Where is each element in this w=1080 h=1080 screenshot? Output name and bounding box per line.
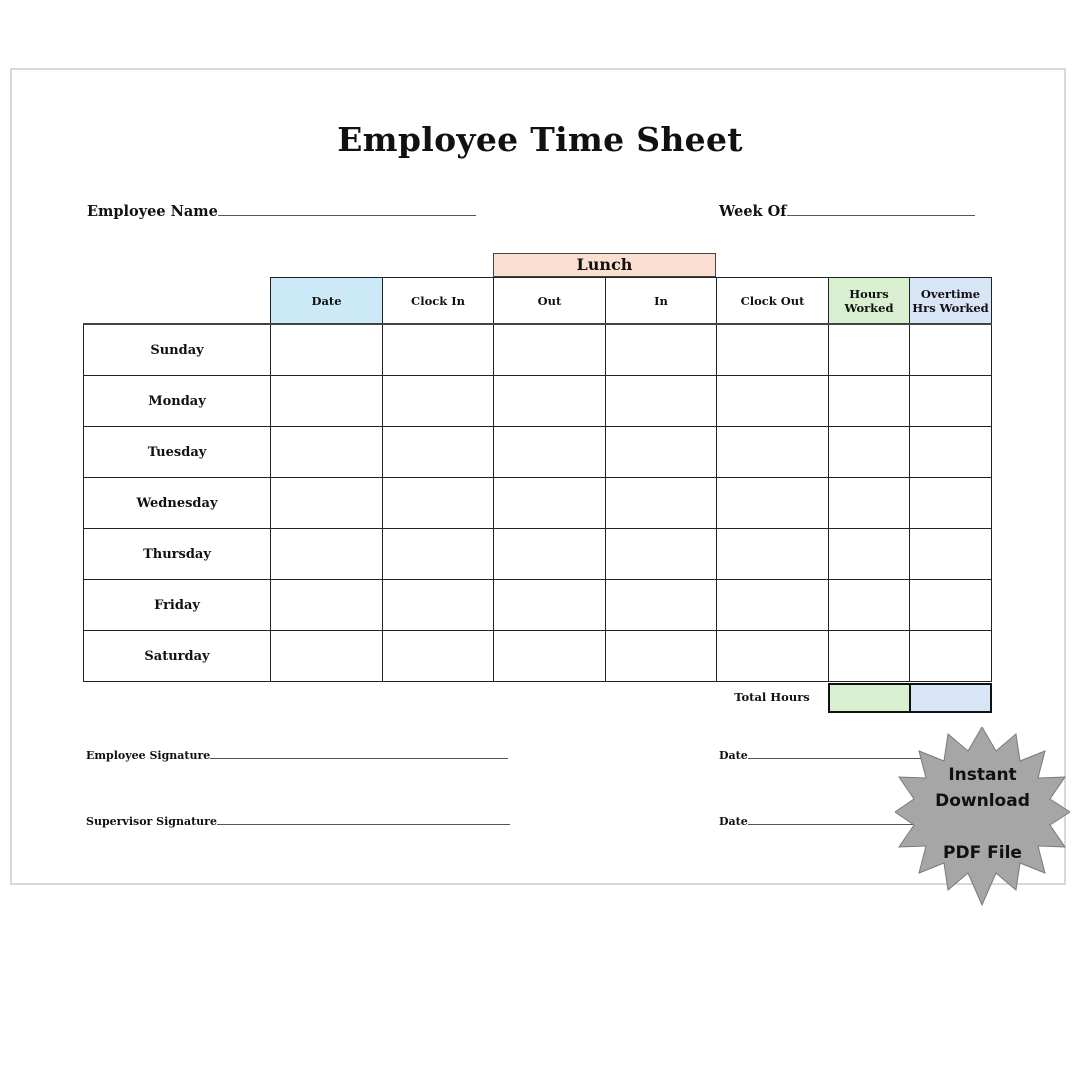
cell-lunch-in[interactable] bbox=[606, 478, 717, 529]
cell-overtime[interactable] bbox=[910, 427, 992, 478]
cell-clock-in[interactable] bbox=[383, 376, 494, 427]
column-header-clock-in: Clock In bbox=[383, 278, 494, 325]
cell-hours-worked[interactable] bbox=[829, 376, 910, 427]
table-row bbox=[84, 427, 992, 478]
lunch-group-header: Lunch bbox=[493, 253, 716, 277]
cell-hours-worked[interactable] bbox=[829, 324, 910, 376]
cell-date[interactable] bbox=[271, 324, 383, 376]
cell-lunch-in[interactable] bbox=[606, 427, 717, 478]
cell-lunch-out[interactable] bbox=[494, 427, 606, 478]
cell-lunch-out[interactable] bbox=[494, 324, 606, 376]
corner-cell bbox=[84, 278, 271, 325]
week-of-field[interactable] bbox=[719, 203, 975, 220]
cell-hours-worked[interactable] bbox=[829, 580, 910, 631]
cell-overtime[interactable] bbox=[910, 580, 992, 631]
cell-clock-in[interactable] bbox=[383, 529, 494, 580]
cell-lunch-out[interactable] bbox=[494, 529, 606, 580]
cell-date[interactable] bbox=[271, 427, 383, 478]
employee-name-field[interactable] bbox=[87, 203, 476, 220]
cell-lunch-in[interactable] bbox=[606, 376, 717, 427]
cell-date[interactable] bbox=[271, 478, 383, 529]
cell-clock-out[interactable] bbox=[717, 529, 829, 580]
cell-clock-in[interactable] bbox=[383, 631, 494, 682]
day-label: Thursday bbox=[84, 529, 271, 580]
employee-signature-field[interactable] bbox=[86, 748, 508, 762]
cell-overtime[interactable] bbox=[910, 478, 992, 529]
employee-name-label: Employee Name bbox=[87, 203, 218, 220]
employee-name-line[interactable] bbox=[218, 203, 476, 216]
header-line: Worked bbox=[844, 300, 894, 315]
cell-clock-out[interactable] bbox=[717, 427, 829, 478]
cell-lunch-out[interactable] bbox=[494, 631, 606, 682]
total-hours-worked-cell[interactable] bbox=[828, 683, 911, 713]
table-row bbox=[84, 580, 992, 631]
column-header-overtime bbox=[910, 278, 992, 325]
cell-clock-in[interactable] bbox=[383, 478, 494, 529]
cell-lunch-out[interactable] bbox=[494, 376, 606, 427]
day-label: Wednesday bbox=[84, 478, 271, 529]
week-of-label: Week Of bbox=[719, 203, 787, 220]
employee-date-label: Date bbox=[719, 749, 748, 762]
day-label: Friday bbox=[84, 580, 271, 631]
cell-clock-in[interactable] bbox=[383, 427, 494, 478]
column-header-hours-worked bbox=[829, 278, 910, 325]
table-row bbox=[84, 478, 992, 529]
cell-overtime[interactable] bbox=[910, 529, 992, 580]
cell-lunch-in[interactable] bbox=[606, 324, 717, 376]
cell-overtime[interactable] bbox=[910, 631, 992, 682]
cell-overtime[interactable] bbox=[910, 324, 992, 376]
page-title: Employee Time Sheet bbox=[337, 120, 743, 159]
cell-hours-worked[interactable] bbox=[829, 478, 910, 529]
table-header-row bbox=[84, 278, 992, 325]
cell-clock-in[interactable] bbox=[383, 580, 494, 631]
cell-clock-out[interactable] bbox=[717, 580, 829, 631]
instant-download-badge bbox=[895, 727, 1070, 907]
cell-hours-worked[interactable] bbox=[829, 427, 910, 478]
badge-line-instant: Instant bbox=[948, 765, 1017, 785]
header-line: Hours bbox=[849, 286, 889, 301]
cell-date[interactable] bbox=[271, 631, 383, 682]
table-row bbox=[84, 529, 992, 580]
cell-hours-worked[interactable] bbox=[829, 631, 910, 682]
column-header-clock-out: Clock Out bbox=[717, 278, 829, 325]
cell-clock-out[interactable] bbox=[717, 478, 829, 529]
day-label: Saturday bbox=[84, 631, 271, 682]
day-label: Sunday bbox=[84, 324, 271, 376]
cell-lunch-in[interactable] bbox=[606, 529, 717, 580]
cell-lunch-out[interactable] bbox=[494, 580, 606, 631]
supervisor-date-label: Date bbox=[719, 815, 748, 828]
supervisor-signature-field[interactable] bbox=[86, 814, 510, 828]
supervisor-signature-label: Supervisor Signature bbox=[86, 815, 217, 828]
cell-hours-worked[interactable] bbox=[829, 529, 910, 580]
total-overtime-cell[interactable] bbox=[909, 683, 992, 713]
employee-signature-line[interactable] bbox=[210, 748, 508, 759]
header-line: Hrs Worked bbox=[912, 300, 989, 315]
table-row bbox=[84, 376, 992, 427]
cell-lunch-in[interactable] bbox=[606, 580, 717, 631]
timesheet-table bbox=[83, 277, 992, 682]
day-label: Monday bbox=[84, 376, 271, 427]
table-row bbox=[84, 631, 992, 682]
table-row bbox=[84, 324, 992, 376]
starburst-icon bbox=[895, 727, 1070, 907]
cell-date[interactable] bbox=[271, 580, 383, 631]
cell-lunch-out[interactable] bbox=[494, 478, 606, 529]
cell-clock-out[interactable] bbox=[717, 376, 829, 427]
column-header-lunch-in: In bbox=[606, 278, 717, 325]
cell-date[interactable] bbox=[271, 376, 383, 427]
total-hours-label: Total Hours bbox=[734, 690, 810, 704]
badge-line-pdf-file: PDF File bbox=[943, 843, 1022, 863]
header-line: Overtime bbox=[920, 286, 981, 301]
badge-line-download: Download bbox=[935, 791, 1030, 811]
cell-clock-in[interactable] bbox=[383, 324, 494, 376]
employee-signature-label: Employee Signature bbox=[86, 749, 211, 762]
cell-clock-out[interactable] bbox=[717, 324, 829, 376]
supervisor-signature-line[interactable] bbox=[217, 814, 510, 825]
week-of-line[interactable] bbox=[787, 203, 975, 216]
day-label: Tuesday bbox=[84, 427, 271, 478]
column-header-date: Date bbox=[271, 278, 383, 325]
cell-overtime[interactable] bbox=[910, 376, 992, 427]
cell-date[interactable] bbox=[271, 529, 383, 580]
column-header-lunch-out: Out bbox=[494, 278, 606, 325]
cell-clock-out[interactable] bbox=[717, 631, 829, 682]
cell-lunch-in[interactable] bbox=[606, 631, 717, 682]
